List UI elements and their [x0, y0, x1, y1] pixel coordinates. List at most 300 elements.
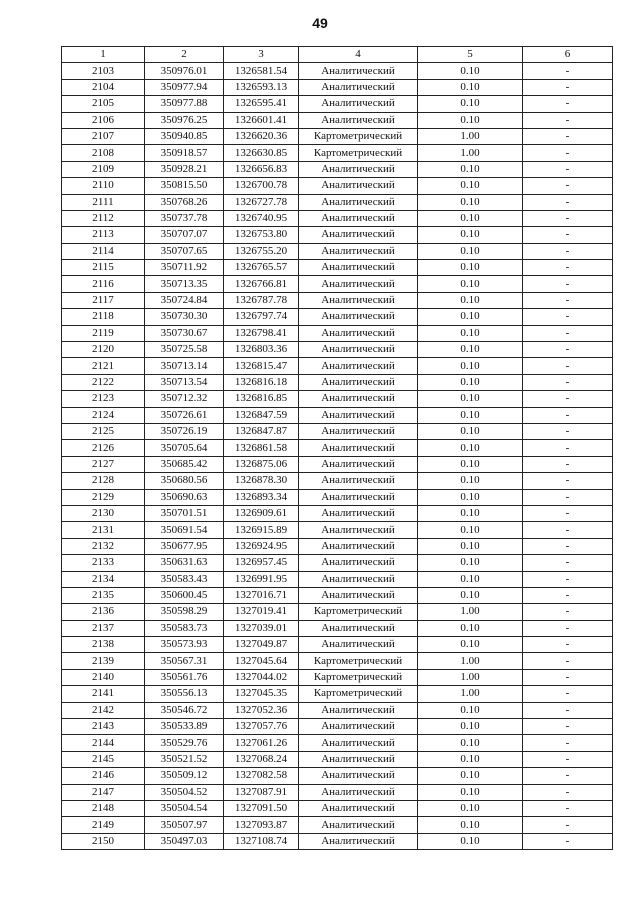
point-number-cell: 2145	[62, 751, 145, 767]
point-number-cell: 2139	[62, 653, 145, 669]
x-coordinate-cell: 350556.13	[145, 686, 224, 702]
note-cell: -	[523, 751, 613, 767]
table-row	[62, 358, 613, 374]
precision-cell: 0.10	[418, 309, 523, 325]
note-cell: -	[523, 112, 613, 128]
point-number-cell: 2130	[62, 505, 145, 521]
table-row	[62, 210, 613, 226]
method-cell: Аналитический	[299, 719, 418, 735]
table-row	[62, 456, 613, 472]
precision-cell: 0.10	[418, 210, 523, 226]
y-coordinate-cell: 1326915.89	[224, 522, 299, 538]
point-number-cell: 2150	[62, 833, 145, 849]
precision-cell: 0.10	[418, 489, 523, 505]
method-cell: Картометрический	[299, 145, 418, 161]
method-cell: Аналитический	[299, 79, 418, 95]
precision-cell: 0.10	[418, 620, 523, 636]
x-coordinate-cell: 350600.45	[145, 587, 224, 603]
note-cell: -	[523, 719, 613, 735]
note-cell: -	[523, 555, 613, 571]
point-number-cell: 2121	[62, 358, 145, 374]
precision-cell: 1.00	[418, 145, 523, 161]
precision-cell: 0.10	[418, 522, 523, 538]
table-row	[62, 784, 613, 800]
note-cell: -	[523, 440, 613, 456]
precision-cell: 0.10	[418, 587, 523, 603]
method-cell: Аналитический	[299, 227, 418, 243]
column-header-1: 1	[62, 47, 145, 63]
note-cell: -	[523, 489, 613, 505]
column-header-4: 4	[299, 47, 418, 63]
x-coordinate-cell: 350705.64	[145, 440, 224, 456]
method-cell: Картометрический	[299, 686, 418, 702]
method-cell: Аналитический	[299, 735, 418, 751]
method-cell: Аналитический	[299, 96, 418, 112]
x-coordinate-cell: 350533.89	[145, 719, 224, 735]
precision-cell: 0.10	[418, 505, 523, 521]
note-cell: -	[523, 473, 613, 489]
table-row	[62, 571, 613, 587]
y-coordinate-cell: 1327045.64	[224, 653, 299, 669]
y-coordinate-cell: 1326861.58	[224, 440, 299, 456]
point-number-cell: 2149	[62, 817, 145, 833]
point-number-cell: 2107	[62, 128, 145, 144]
header-row	[62, 47, 613, 63]
point-number-cell: 2148	[62, 800, 145, 816]
method-cell: Аналитический	[299, 456, 418, 472]
note-cell: -	[523, 292, 613, 308]
table-row	[62, 276, 613, 292]
note-cell: -	[523, 669, 613, 685]
precision-cell: 0.10	[418, 800, 523, 816]
y-coordinate-cell: 1326787.78	[224, 292, 299, 308]
y-coordinate-cell: 1326593.13	[224, 79, 299, 95]
x-coordinate-cell: 350730.67	[145, 325, 224, 341]
column-header-5: 5	[418, 47, 523, 63]
method-cell: Аналитический	[299, 571, 418, 587]
table-row	[62, 423, 613, 439]
x-coordinate-cell: 350521.52	[145, 751, 224, 767]
table-row	[62, 63, 613, 79]
method-cell: Аналитический	[299, 161, 418, 177]
table-row	[62, 555, 613, 571]
y-coordinate-cell: 1327061.26	[224, 735, 299, 751]
method-cell: Аналитический	[299, 423, 418, 439]
note-cell: -	[523, 342, 613, 358]
table-row	[62, 194, 613, 210]
precision-cell: 0.10	[418, 112, 523, 128]
x-coordinate-cell: 350730.30	[145, 309, 224, 325]
table-row	[62, 243, 613, 259]
point-number-cell: 2108	[62, 145, 145, 161]
x-coordinate-cell: 350690.63	[145, 489, 224, 505]
y-coordinate-cell: 1326875.06	[224, 456, 299, 472]
y-coordinate-cell: 1326798.41	[224, 325, 299, 341]
note-cell: -	[523, 243, 613, 259]
method-cell: Аналитический	[299, 817, 418, 833]
x-coordinate-cell: 350976.25	[145, 112, 224, 128]
table-row	[62, 620, 613, 636]
precision-cell: 0.10	[418, 292, 523, 308]
note-cell: -	[523, 833, 613, 849]
precision-cell: 0.10	[418, 178, 523, 194]
column-header-6: 6	[523, 47, 613, 63]
point-number-cell: 2115	[62, 260, 145, 276]
table-row	[62, 538, 613, 554]
x-coordinate-cell: 350631.63	[145, 555, 224, 571]
method-cell: Аналитический	[299, 473, 418, 489]
y-coordinate-cell: 1327082.58	[224, 768, 299, 784]
point-number-cell: 2109	[62, 161, 145, 177]
table-row	[62, 128, 613, 144]
table-row	[62, 735, 613, 751]
method-cell: Аналитический	[299, 637, 418, 653]
table-row	[62, 702, 613, 718]
point-number-cell: 2124	[62, 407, 145, 423]
note-cell: -	[523, 128, 613, 144]
x-coordinate-cell: 350977.94	[145, 79, 224, 95]
y-coordinate-cell: 1327052.36	[224, 702, 299, 718]
point-number-cell: 2143	[62, 719, 145, 735]
precision-cell: 0.10	[418, 194, 523, 210]
point-number-cell: 2116	[62, 276, 145, 292]
coordinates-table	[61, 46, 613, 850]
table-row	[62, 505, 613, 521]
table-header	[62, 47, 613, 63]
method-cell: Аналитический	[299, 276, 418, 292]
precision-cell: 0.10	[418, 456, 523, 472]
method-cell: Аналитический	[299, 505, 418, 521]
point-number-cell: 2104	[62, 79, 145, 95]
note-cell: -	[523, 522, 613, 538]
precision-cell: 0.10	[418, 79, 523, 95]
x-coordinate-cell: 350712.32	[145, 391, 224, 407]
precision-cell: 0.10	[418, 227, 523, 243]
precision-cell: 0.10	[418, 243, 523, 259]
table-row	[62, 178, 613, 194]
x-coordinate-cell: 350561.76	[145, 669, 224, 685]
table-row	[62, 751, 613, 767]
x-coordinate-cell: 350546.72	[145, 702, 224, 718]
point-number-cell: 2136	[62, 604, 145, 620]
point-number-cell: 2144	[62, 735, 145, 751]
note-cell: -	[523, 653, 613, 669]
y-coordinate-cell: 1326803.36	[224, 342, 299, 358]
y-coordinate-cell: 1326755.20	[224, 243, 299, 259]
note-cell: -	[523, 79, 613, 95]
x-coordinate-cell: 350768.26	[145, 194, 224, 210]
method-cell: Картометрический	[299, 669, 418, 685]
y-coordinate-cell: 1326581.54	[224, 63, 299, 79]
y-coordinate-cell: 1326847.87	[224, 423, 299, 439]
note-cell: -	[523, 227, 613, 243]
precision-cell: 0.10	[418, 260, 523, 276]
table-row	[62, 719, 613, 735]
y-coordinate-cell: 1327087.91	[224, 784, 299, 800]
method-cell: Аналитический	[299, 538, 418, 554]
x-coordinate-cell: 350815.50	[145, 178, 224, 194]
point-number-cell: 2120	[62, 342, 145, 358]
x-coordinate-cell: 350504.54	[145, 800, 224, 816]
y-coordinate-cell: 1327091.50	[224, 800, 299, 816]
note-cell: -	[523, 358, 613, 374]
precision-cell: 0.10	[418, 63, 523, 79]
note-cell: -	[523, 702, 613, 718]
precision-cell: 1.00	[418, 669, 523, 685]
point-number-cell: 2126	[62, 440, 145, 456]
note-cell: -	[523, 178, 613, 194]
y-coordinate-cell: 1326909.61	[224, 505, 299, 521]
precision-cell: 1.00	[418, 128, 523, 144]
precision-cell: 0.10	[418, 637, 523, 653]
note-cell: -	[523, 456, 613, 472]
method-cell: Аналитический	[299, 751, 418, 767]
precision-cell: 0.10	[418, 571, 523, 587]
precision-cell: 1.00	[418, 686, 523, 702]
y-coordinate-cell: 1326893.34	[224, 489, 299, 505]
table-row	[62, 833, 613, 849]
precision-cell: 0.10	[418, 440, 523, 456]
method-cell: Аналитический	[299, 112, 418, 128]
note-cell: -	[523, 374, 613, 390]
note-cell: -	[523, 505, 613, 521]
precision-cell: 0.10	[418, 96, 523, 112]
precision-cell: 0.10	[418, 276, 523, 292]
table-row	[62, 161, 613, 177]
x-coordinate-cell: 350713.54	[145, 374, 224, 390]
method-cell: Картометрический	[299, 653, 418, 669]
method-cell: Аналитический	[299, 178, 418, 194]
point-number-cell: 2105	[62, 96, 145, 112]
x-coordinate-cell: 350497.03	[145, 833, 224, 849]
note-cell: -	[523, 391, 613, 407]
y-coordinate-cell: 1327049.87	[224, 637, 299, 653]
note-cell: -	[523, 423, 613, 439]
y-coordinate-cell: 1326595.41	[224, 96, 299, 112]
column-header-3: 3	[224, 47, 299, 63]
note-cell: -	[523, 194, 613, 210]
y-coordinate-cell: 1327019.41	[224, 604, 299, 620]
method-cell: Аналитический	[299, 620, 418, 636]
method-cell: Аналитический	[299, 358, 418, 374]
note-cell: -	[523, 686, 613, 702]
y-coordinate-cell: 1326601.41	[224, 112, 299, 128]
precision-cell: 0.10	[418, 423, 523, 439]
table-row	[62, 587, 613, 603]
x-coordinate-cell: 350713.14	[145, 358, 224, 374]
y-coordinate-cell: 1327016.71	[224, 587, 299, 603]
note-cell: -	[523, 571, 613, 587]
y-coordinate-cell: 1326656.83	[224, 161, 299, 177]
method-cell: Аналитический	[299, 342, 418, 358]
x-coordinate-cell: 350529.76	[145, 735, 224, 751]
table-row	[62, 260, 613, 276]
y-coordinate-cell: 1326815.47	[224, 358, 299, 374]
method-cell: Аналитический	[299, 309, 418, 325]
note-cell: -	[523, 604, 613, 620]
table-body	[62, 63, 613, 850]
y-coordinate-cell: 1327039.01	[224, 620, 299, 636]
point-number-cell: 2110	[62, 178, 145, 194]
method-cell: Аналитический	[299, 260, 418, 276]
point-number-cell: 2140	[62, 669, 145, 685]
precision-cell: 0.10	[418, 374, 523, 390]
precision-cell: 0.10	[418, 719, 523, 735]
table-row	[62, 227, 613, 243]
y-coordinate-cell: 1327044.02	[224, 669, 299, 685]
table-row	[62, 342, 613, 358]
point-number-cell: 2134	[62, 571, 145, 587]
note-cell: -	[523, 161, 613, 177]
note-cell: -	[523, 587, 613, 603]
x-coordinate-cell: 350583.73	[145, 620, 224, 636]
precision-cell: 0.10	[418, 391, 523, 407]
y-coordinate-cell: 1326991.95	[224, 571, 299, 587]
y-coordinate-cell: 1326740.95	[224, 210, 299, 226]
point-number-cell: 2119	[62, 325, 145, 341]
point-number-cell: 2133	[62, 555, 145, 571]
point-number-cell: 2132	[62, 538, 145, 554]
x-coordinate-cell: 350707.65	[145, 243, 224, 259]
precision-cell: 1.00	[418, 604, 523, 620]
precision-cell: 0.10	[418, 161, 523, 177]
note-cell: -	[523, 538, 613, 554]
method-cell: Аналитический	[299, 784, 418, 800]
table-row	[62, 440, 613, 456]
method-cell: Аналитический	[299, 702, 418, 718]
point-number-cell: 2147	[62, 784, 145, 800]
note-cell: -	[523, 63, 613, 79]
y-coordinate-cell: 1326753.80	[224, 227, 299, 243]
method-cell: Картометрический	[299, 128, 418, 144]
x-coordinate-cell: 350976.01	[145, 63, 224, 79]
method-cell: Аналитический	[299, 489, 418, 505]
table-row	[62, 112, 613, 128]
y-coordinate-cell: 1326816.18	[224, 374, 299, 390]
point-number-cell: 2113	[62, 227, 145, 243]
precision-cell: 1.00	[418, 653, 523, 669]
y-coordinate-cell: 1326847.59	[224, 407, 299, 423]
table-row	[62, 473, 613, 489]
column-header-2: 2	[145, 47, 224, 63]
table-row	[62, 374, 613, 390]
precision-cell: 0.10	[418, 768, 523, 784]
precision-cell: 0.10	[418, 833, 523, 849]
x-coordinate-cell: 350509.12	[145, 768, 224, 784]
x-coordinate-cell: 350726.61	[145, 407, 224, 423]
point-number-cell: 2114	[62, 243, 145, 259]
table-row	[62, 768, 613, 784]
x-coordinate-cell: 350507.97	[145, 817, 224, 833]
precision-cell: 0.10	[418, 358, 523, 374]
precision-cell: 0.10	[418, 784, 523, 800]
x-coordinate-cell: 350918.57	[145, 145, 224, 161]
note-cell: -	[523, 817, 613, 833]
method-cell: Аналитический	[299, 391, 418, 407]
point-number-cell: 2135	[62, 587, 145, 603]
table-row	[62, 325, 613, 341]
note-cell: -	[523, 735, 613, 751]
point-number-cell: 2123	[62, 391, 145, 407]
y-coordinate-cell: 1326797.74	[224, 309, 299, 325]
x-coordinate-cell: 350583.43	[145, 571, 224, 587]
method-cell: Аналитический	[299, 768, 418, 784]
precision-cell: 0.10	[418, 555, 523, 571]
table-row	[62, 145, 613, 161]
note-cell: -	[523, 325, 613, 341]
method-cell: Аналитический	[299, 587, 418, 603]
x-coordinate-cell: 350724.84	[145, 292, 224, 308]
table-row	[62, 669, 613, 685]
table-row	[62, 817, 613, 833]
y-coordinate-cell: 1326620.36	[224, 128, 299, 144]
point-number-cell: 2137	[62, 620, 145, 636]
x-coordinate-cell: 350504.52	[145, 784, 224, 800]
y-coordinate-cell: 1326765.57	[224, 260, 299, 276]
table-row	[62, 653, 613, 669]
table-row	[62, 391, 613, 407]
method-cell: Аналитический	[299, 325, 418, 341]
point-number-cell: 2111	[62, 194, 145, 210]
x-coordinate-cell: 350701.51	[145, 505, 224, 521]
method-cell: Аналитический	[299, 243, 418, 259]
note-cell: -	[523, 637, 613, 653]
x-coordinate-cell: 350737.78	[145, 210, 224, 226]
precision-cell: 0.10	[418, 325, 523, 341]
x-coordinate-cell: 350680.56	[145, 473, 224, 489]
precision-cell: 0.10	[418, 702, 523, 718]
point-number-cell: 2112	[62, 210, 145, 226]
point-number-cell: 2125	[62, 423, 145, 439]
precision-cell: 0.10	[418, 735, 523, 751]
table-row	[62, 407, 613, 423]
method-cell: Аналитический	[299, 292, 418, 308]
point-number-cell: 2106	[62, 112, 145, 128]
y-coordinate-cell: 1326630.85	[224, 145, 299, 161]
point-number-cell: 2122	[62, 374, 145, 390]
y-coordinate-cell: 1326816.85	[224, 391, 299, 407]
point-number-cell: 2129	[62, 489, 145, 505]
method-cell: Аналитический	[299, 833, 418, 849]
note-cell: -	[523, 145, 613, 161]
x-coordinate-cell: 350707.07	[145, 227, 224, 243]
x-coordinate-cell: 350711.92	[145, 260, 224, 276]
point-number-cell: 2127	[62, 456, 145, 472]
note-cell: -	[523, 800, 613, 816]
y-coordinate-cell: 1327057.76	[224, 719, 299, 735]
note-cell: -	[523, 260, 613, 276]
table-row	[62, 800, 613, 816]
y-coordinate-cell: 1327093.87	[224, 817, 299, 833]
x-coordinate-cell: 350598.29	[145, 604, 224, 620]
point-number-cell: 2142	[62, 702, 145, 718]
method-cell: Аналитический	[299, 407, 418, 423]
x-coordinate-cell: 350567.31	[145, 653, 224, 669]
table-row	[62, 686, 613, 702]
x-coordinate-cell: 350677.95	[145, 538, 224, 554]
x-coordinate-cell: 350940.85	[145, 128, 224, 144]
x-coordinate-cell: 350726.19	[145, 423, 224, 439]
method-cell: Аналитический	[299, 555, 418, 571]
precision-cell: 0.10	[418, 473, 523, 489]
table-row	[62, 79, 613, 95]
y-coordinate-cell: 1327108.74	[224, 833, 299, 849]
point-number-cell: 2128	[62, 473, 145, 489]
table-row	[62, 292, 613, 308]
y-coordinate-cell: 1326878.30	[224, 473, 299, 489]
note-cell: -	[523, 96, 613, 112]
note-cell: -	[523, 309, 613, 325]
